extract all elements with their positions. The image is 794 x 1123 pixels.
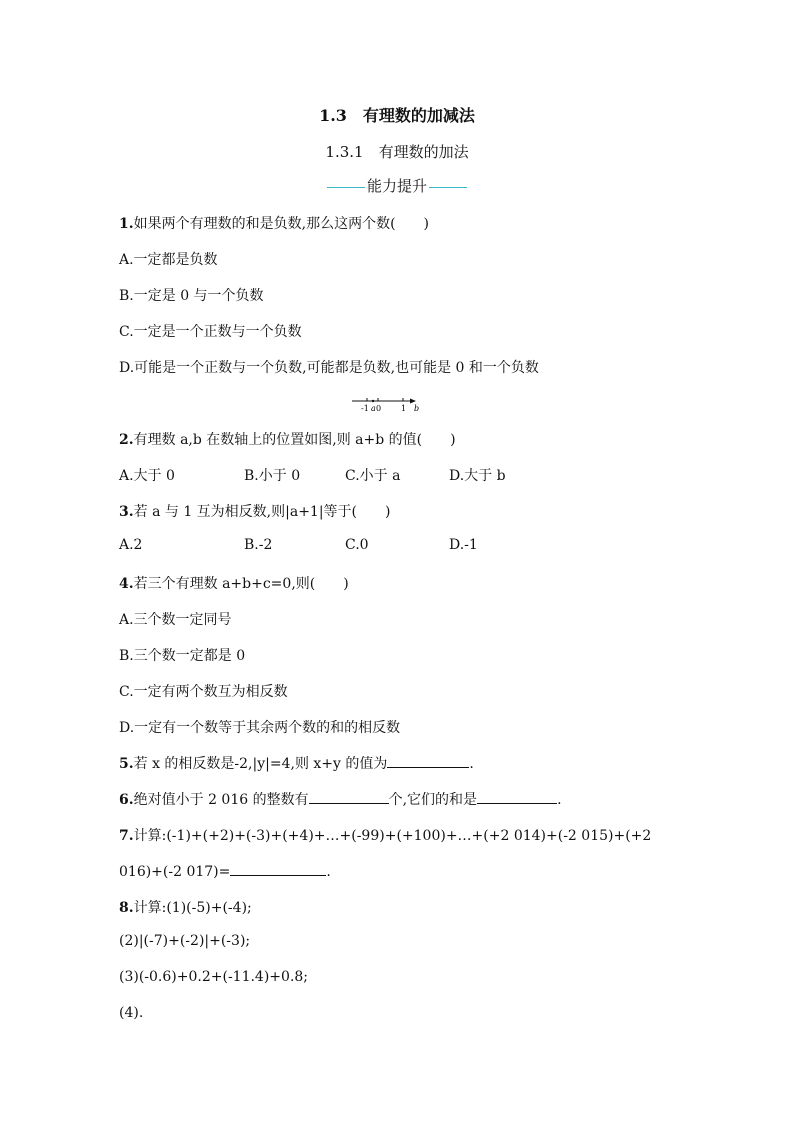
question-stem: 若三个有理数 a+b+c=0,则( )	[133, 576, 349, 592]
q3-options	[119, 537, 478, 553]
question-5	[119, 753, 474, 773]
question-stem: 如果两个有理数的和是负数,那么这两个数( )	[133, 216, 429, 232]
label-b: b	[414, 404, 420, 413]
q2-option-b: B.小于 0	[244, 468, 301, 484]
q3-option-a: A.2	[119, 537, 143, 553]
label-1: 1	[401, 404, 407, 413]
question-stem: 有理数 a,b 在数轴上的位置如图,则 a+b 的值( )	[133, 432, 456, 448]
question-8	[119, 897, 252, 917]
q2-option-c: C.小于 a	[345, 468, 401, 484]
question-4	[119, 573, 349, 593]
question-2	[119, 429, 456, 449]
q8-part-3: (3)(-0.6)+0.2+(-11.4)+0.8;	[119, 969, 309, 985]
q4-option-c: C.一定有两个数互为相反数	[119, 684, 288, 700]
period: .	[326, 864, 331, 880]
question-stem: 若 x 的相反数是-2,|y|=4,则 x+y 的值为	[133, 756, 388, 772]
period: .	[557, 792, 562, 808]
q1-option-c: C.一定是一个正数与一个负数	[119, 324, 302, 340]
question-stem-part1: 绝对值小于 2 016 的整数有	[133, 792, 309, 808]
number-line-figure	[350, 395, 420, 415]
section-banner	[0, 175, 794, 196]
banner-line-right	[429, 187, 467, 188]
q4-option-a: A.三个数一定同号	[119, 612, 232, 628]
q2-options	[119, 465, 506, 485]
q8-part-4: (4).	[119, 1005, 144, 1021]
q1-option-d: D.可能是一个正数与一个负数,可能都是负数,也可能是 0 和一个负数	[119, 360, 539, 376]
section-label: 能力提升	[366, 177, 427, 195]
q2-option-a: A.大于 0	[119, 468, 175, 484]
question-number: 6.	[119, 792, 134, 808]
answer-blank-count[interactable]	[309, 789, 389, 804]
question-6	[119, 789, 562, 809]
q1-option-a: A.一定都是负数	[119, 252, 218, 268]
answer-blank[interactable]	[387, 753, 469, 768]
question-number: 8.	[119, 900, 134, 916]
question-stem-part2: 个,它们的和是	[388, 792, 478, 808]
point-a	[372, 400, 374, 402]
question-stem: 计算:(1)(-5)+(-4);	[133, 900, 252, 916]
banner-line-left	[327, 187, 365, 188]
question-stem: 若 a 与 1 互为相反数,则|a+1|等于( )	[133, 504, 391, 520]
q8-part-2: (2)|(-7)+(-2)|+(-3);	[119, 933, 251, 949]
q4-option-b: B.三个数一定都是 0	[119, 648, 246, 664]
number-line-arrow	[410, 399, 416, 404]
q2-option-d: D.大于 b	[449, 468, 506, 484]
question-number: 1.	[119, 216, 134, 232]
question-number: 3.	[119, 504, 134, 520]
label-minus-1: -1	[361, 404, 369, 413]
period: .	[469, 756, 474, 772]
question-1	[119, 213, 429, 233]
question-7-cont	[119, 861, 331, 880]
q1-option-b: B.一定是 0 与一个负数	[119, 288, 264, 304]
question-number: 4.	[119, 576, 134, 592]
q3-option-c: C.0	[345, 537, 369, 553]
chapter-title: 1.3 有理数的加减法	[319, 106, 475, 125]
q3-option-b: B.-2	[244, 537, 273, 553]
question-number: 2.	[119, 432, 134, 448]
label-0: 0	[376, 404, 382, 413]
question-3	[119, 501, 390, 521]
label-a: a	[371, 404, 376, 413]
question-number: 7.	[119, 828, 134, 844]
q4-option-d: D.一定有一个数等于其余两个数的和的相反数	[119, 720, 401, 736]
section-title: 1.3.1 有理数的加法	[325, 143, 469, 161]
question-stem-line1: 计算:(-1)+(+2)+(-3)+(+4)+…+(-99)+(+100)+…+(+2 014)+(-2 015)+(+2	[133, 828, 652, 844]
answer-blank-sum[interactable]	[477, 789, 557, 804]
question-7	[119, 825, 651, 845]
question-number: 5.	[119, 756, 134, 772]
answer-blank[interactable]	[230, 861, 326, 876]
question-stem-line2: 016)+(-2 017)=	[119, 864, 231, 880]
q3-option-d: D.-1	[449, 537, 478, 553]
